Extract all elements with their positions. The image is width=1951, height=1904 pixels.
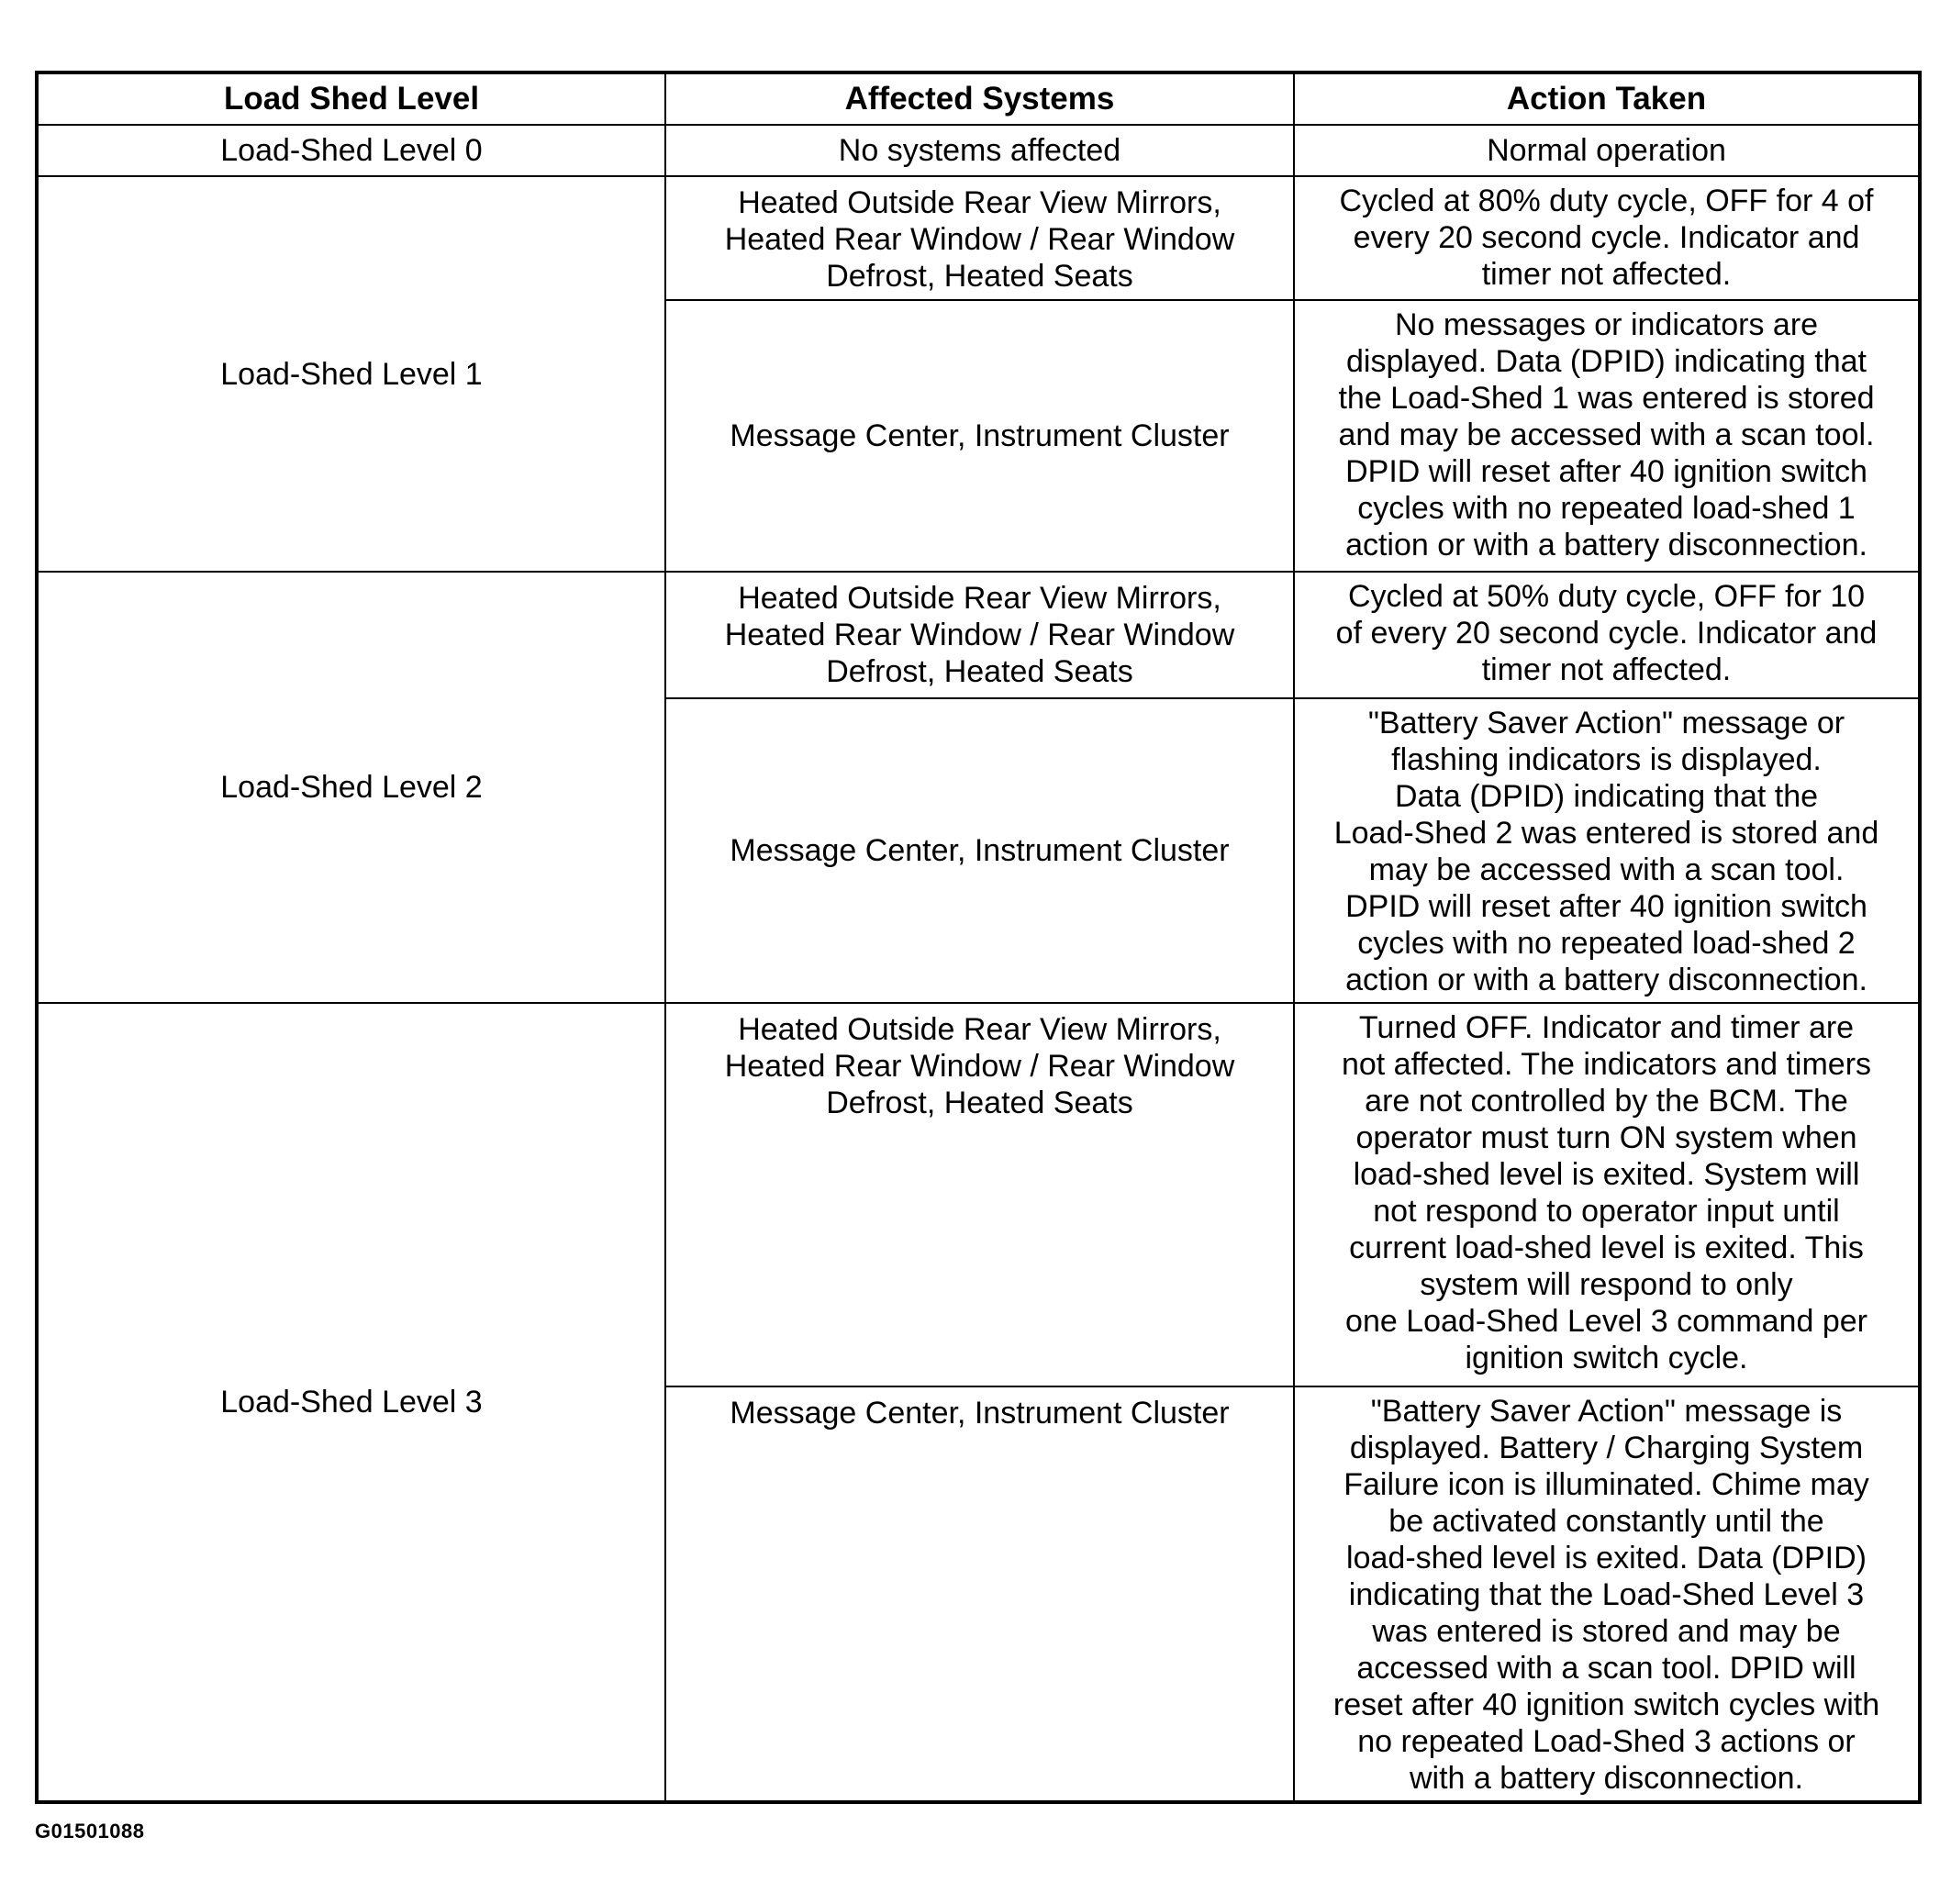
action-taken-cell: Turned OFF. Indicator and timer are not affected. The indicators and timers are not controlled by the BCM. The operator must turn ON system when load-shed level is exited. System will not respond to operator input until current load-shed level is exited. This system will respond to only one Load-Shed Level 3 command per ignition switch cycle. [1294, 1003, 1920, 1386]
affected-systems-cell: Heated Outside Rear View Mirrors, Heated Rear Window / Rear Window Defrost, Heated Seats [665, 572, 1294, 698]
level-cell: Load-Shed Level 2 [37, 572, 665, 1003]
header-action-taken: Action Taken [1294, 72, 1920, 125]
table-row-level-1 [37, 176, 1920, 300]
action-taken-cell: Cycled at 80% duty cycle, OFF for 4 of every 20 second cycle. Indicator and timer not affected. [1294, 176, 1920, 300]
affected-systems-cell: Message Center, Instrument Cluster [665, 300, 1294, 572]
action-taken-cell: "Battery Saver Action" message or flashing indicators is displayed. Data (DPID) indicating that the Load-Shed 2 was entered is stored and may be accessed with a scan tool. DPID will reset after 40 ignition switch cycles with no repeated load-shed 2 action or with a battery disconnection. [1294, 698, 1920, 1003]
action-taken-cell: No messages or indicators are displayed. Data (DPID) indicating that the Load-Shed 1 was entered is stored and may be accessed with a scan tool. DPID will reset after 40 ignition switch cycles with no repeated load-shed 1 action or with a battery disconnection. [1294, 300, 1920, 572]
affected-systems-cell: Message Center, Instrument Cluster [665, 698, 1294, 1003]
header-load-shed-level: Load Shed Level [37, 72, 665, 125]
load-shed-table [35, 71, 1922, 1804]
affected-systems-cell: Message Center, Instrument Cluster [665, 1386, 1294, 1802]
affected-systems-cell: No systems affected [665, 125, 1294, 176]
table-row-level-0 [37, 125, 1920, 176]
level-cell: Load-Shed Level 1 [37, 176, 665, 572]
affected-systems-cell: Heated Outside Rear View Mirrors, Heated Rear Window / Rear Window Defrost, Heated Seats [665, 1003, 1294, 1386]
level-cell: Load-Shed Level 0 [37, 125, 665, 176]
header-affected-systems: Affected Systems [665, 72, 1294, 125]
affected-systems-cell: Heated Outside Rear View Mirrors, Heated Rear Window / Rear Window Defrost, Heated Seats [665, 176, 1294, 300]
table-row-level-3 [37, 1003, 1920, 1386]
level-cell: Load-Shed Level 3 [37, 1003, 665, 1802]
action-taken-cell: "Battery Saver Action" message is displayed. Battery / Charging System Failure icon is illuminated. Chime may be activated constantly until the load-shed level is exited. Data (DPID) indicating that the Load-Shed Level 3 was entered is stored and may be accessed with a scan tool. DPID will reset after 40 ignition switch cycles with no repeated Load-Shed 3 actions or with a battery disconnection. [1294, 1386, 1920, 1802]
action-taken-cell: Cycled at 50% duty cycle, OFF for 10 of every 20 second cycle. Indicator and timer not affected. [1294, 572, 1920, 698]
action-taken-cell: Normal operation [1294, 125, 1920, 176]
table-header-row [37, 72, 1920, 125]
table-row-level-2 [37, 572, 1920, 698]
figure-id-label: G01501088 [35, 1820, 145, 1843]
